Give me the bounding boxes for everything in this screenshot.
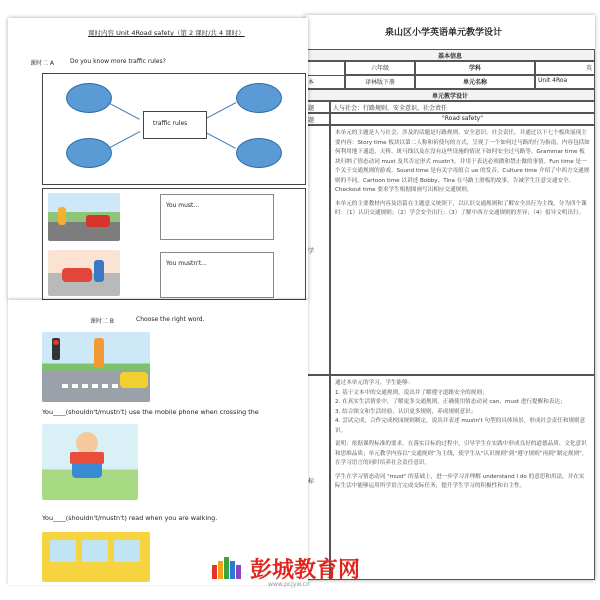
goal-item: 4. 尝试完成，合作完成校园规则制定，说出并表述 mustn't 句型的具体场景，形成社会责任和规则意识。 <box>335 418 586 434</box>
sheet-title: 泉山区小学英语单元教学设计 <box>385 28 503 38</box>
goals-paragraph-c: 说明：依据课程标准的要求，在落实目标的过程中，引导学生在实践中形成良好的道德品质、文化意识和思维品质；单元教学内容以“交通规则”为主线，使学生从“认识规则”到“遵守规则”再到“制定规则”，在学习语言的同时培养社会责任意识。 <box>335 441 588 466</box>
analysis-label-cell: 学 <box>305 125 330 375</box>
unit-design-header: 单元教学设计 <box>305 89 595 101</box>
task-b-instruction: Choose the right word. <box>136 316 205 323</box>
analysis-content-cell <box>330 125 595 375</box>
answer-card-must <box>160 194 274 240</box>
goals-intro: 通过本单元的学习，学生能够： <box>335 380 414 386</box>
task-b-label: 课时二 B <box>90 318 115 325</box>
goals-paragraph-d: 学生在学习情态动词 "must" 的基础上，进一步学习并理解 understand I do 的意思和用法，并在实际生活中能够运用所学语言完成交际任务，提升学生学习的积极性和自主性。 <box>335 473 585 489</box>
subject-value-cell: 英 <box>535 61 595 75</box>
task-a-question: Do you know more traffic rules? <box>70 58 166 65</box>
book-value-cell: 译林版下册 <box>345 75 415 89</box>
unit-value-cell: Unit 4Roa <box>535 75 595 89</box>
goal-item: 1. 基于文本中的交通规则，说出并了解遵守道路安全的规则； <box>335 389 488 396</box>
watermark-brand: 彭城教育网 <box>250 558 361 583</box>
analysis-paragraph-b: 本单元的主要教材内容及语篇在主题意义统领下，以认识交通规则和了解安全出行为主线，分为四个课时：（1）认识交通规则；（2）学会安全出行；（3）了解中西方交通规则的差异；（4）倡导文明出行。 <box>335 200 587 216</box>
goal-item: 3. 结合图文和生活经验，认识更多规则，养成规则意识； <box>335 408 477 415</box>
watermark-url: www.pcjyw.cn <box>268 581 310 588</box>
mindmap-bubble <box>66 83 112 113</box>
bus-window-picture <box>42 532 150 582</box>
answer-card-mustnt <box>160 252 274 298</box>
basic-info-header: 基本信息 <box>305 49 595 61</box>
goal-item: 2. 在真实生活情景中，了解更多交通规则，正确使用情态动词 can、must 进行提醒和表达； <box>335 399 566 405</box>
theme-value-cell: 人与社会：行路规则、安全意识、社会责任 <box>330 101 595 113</box>
mindmap-center-label: traffic rules <box>153 120 188 127</box>
task-a-label: 课时二 A <box>30 60 55 67</box>
crossing-street-picture <box>42 332 150 402</box>
worksheet-task-a <box>8 18 308 300</box>
watermark <box>208 553 428 593</box>
goals-content-cell <box>330 375 595 580</box>
sentence-1: You____(shouldn't/mustn't) use the mobile phone when crossing the <box>42 408 259 416</box>
subject-label-cell: 学科 <box>415 61 535 75</box>
watermark-logo-icon <box>212 557 242 581</box>
car-crash-picture <box>48 250 120 296</box>
mindmap-bubble <box>236 138 282 168</box>
answer-card-must-text: You must... <box>166 202 200 209</box>
grade-cell: 六年级 <box>345 61 415 75</box>
theme-label-cell: 题 <box>305 101 330 113</box>
topic-label-cell: 题 <box>305 113 330 125</box>
reading-walking-picture <box>42 424 138 500</box>
analysis-paragraph-a: 本单元的主题是人与社会，涉及的话题是行路规则、安全意识、社会责任，并通过以下七个板块展现主要内容：Story time 板块以第二人称和祈使句的方式，呈现了一个如何过马路的行为指南，内容包括如何利用地下通道、天桥、斑马线以及在没有这些设施的情况下如何安全过马路等。Grammar time 板块归纳了情态动词 must 及其否定形式 mustn't，并用于表达必须做和禁止做的事情。Fun time 是一个关于交通规则的游戏。Sound time 是有关字母组合 ue 的发音。Culture time 介绍了中西方交通规则的不同。Cartoon time 以讲述 Bobby、Tina 在马路上滑板的故事，告诫学生注意交通安全。Checkout time 要求学生根据图画写出相应交通规则。 <box>335 130 590 193</box>
goals-label-cell: 标 <box>305 375 330 580</box>
unit-design-sheet <box>305 15 595 580</box>
mindmap-bubble <box>236 83 282 113</box>
sentence-2: You____(shouldn't/mustn't) read when you are walking. <box>42 514 218 522</box>
worksheet-header: 课时内容 Unit 4Road safety（第 2 课时/共 4 课时） <box>88 29 245 37</box>
answer-card-mustnt-text: You mustn't... <box>166 260 207 267</box>
topic-value-cell: "Road safety" <box>330 113 595 125</box>
book-cell: 本 <box>305 75 345 89</box>
worksheet-task-b <box>8 300 308 585</box>
mindmap-bubble <box>66 138 112 168</box>
traffic-scene-picture <box>48 193 120 241</box>
unit-label-cell: 单元名称 <box>415 75 535 89</box>
